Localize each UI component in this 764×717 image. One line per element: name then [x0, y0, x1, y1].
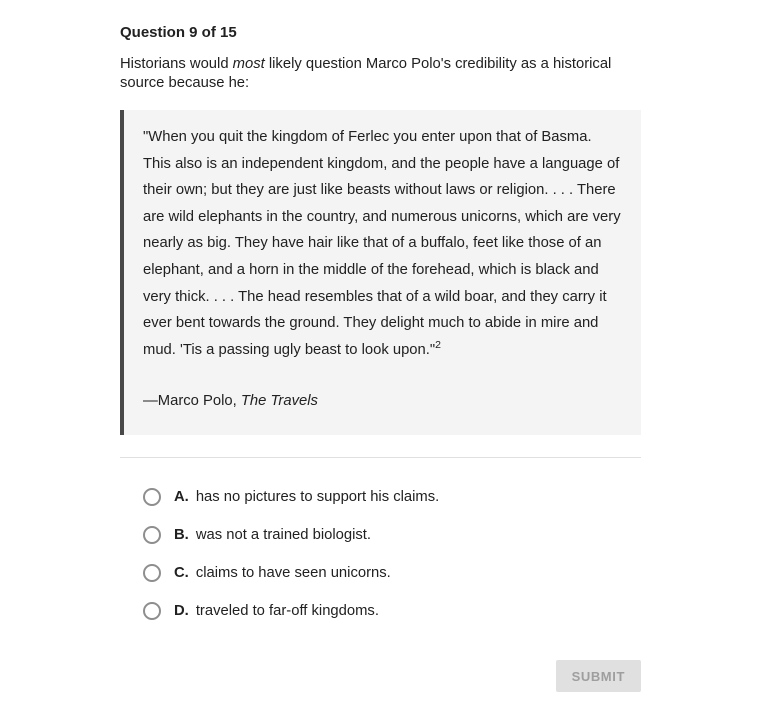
source-excerpt	[120, 110, 641, 435]
footnote-marker: 2	[435, 338, 441, 351]
submit-row	[120, 660, 641, 692]
question-prompt-part1: Historians would	[120, 56, 233, 72]
option-letter-b: B.	[174, 527, 189, 544]
excerpt-text	[143, 124, 621, 363]
answer-option-a[interactable]	[120, 478, 641, 516]
divider	[120, 457, 641, 458]
question-prompt	[120, 55, 641, 92]
radio-button-b[interactable]	[143, 526, 161, 544]
option-text-c: claims to have seen unicorns.	[195, 565, 391, 582]
radio-button-d[interactable]	[143, 602, 161, 620]
option-letter-a: A.	[174, 489, 189, 506]
submit-button[interactable]: SUBMIT	[556, 660, 641, 692]
answer-option-c[interactable]	[120, 554, 641, 592]
radio-button-a[interactable]	[143, 488, 161, 506]
excerpt-attribution	[143, 391, 621, 411]
option-text-d: traveled to far-off kingdoms.	[195, 603, 379, 620]
option-text-b: was not a trained biologist.	[195, 527, 372, 544]
question-counter: Question 9 of 15	[120, 24, 237, 41]
option-letter-d: D.	[174, 603, 189, 620]
excerpt-body: "When you quit the kingdom of Ferlec you enter upon that of Basma. This also is an independent kingdom, and the people have a language of their own; but they are just like beasts without laws or religion. . . . There are wild elephants in the country, and numerous unicorns, which are very nearly as big. They have hair like that of a buffalo, feet like those of an elephant, and a horn in the middle of the forehead, which is black and very thick. . . . The head resembles that of a wild boar, and they carry it ever bent towards the ground. They delight much to abide in mire and mud. 'Tis a passing ugly beast to look upon."	[143, 129, 621, 358]
attribution-work-title: The Travels	[240, 393, 318, 410]
option-letter-c: C.	[174, 565, 189, 582]
option-text-a: has no pictures to support his claims.	[195, 489, 440, 506]
answer-option-b[interactable]	[120, 516, 641, 554]
radio-button-c[interactable]	[143, 564, 161, 582]
attribution-author: —Marco Polo,	[143, 393, 241, 410]
answer-options	[120, 478, 641, 630]
answer-option-d[interactable]	[120, 592, 641, 630]
question-prompt-part2: likely question Marco Polo's credibility as a historical source because he:	[120, 56, 612, 91]
question-prompt-emphasis: most	[232, 56, 265, 72]
quiz-content	[120, 0, 641, 692]
